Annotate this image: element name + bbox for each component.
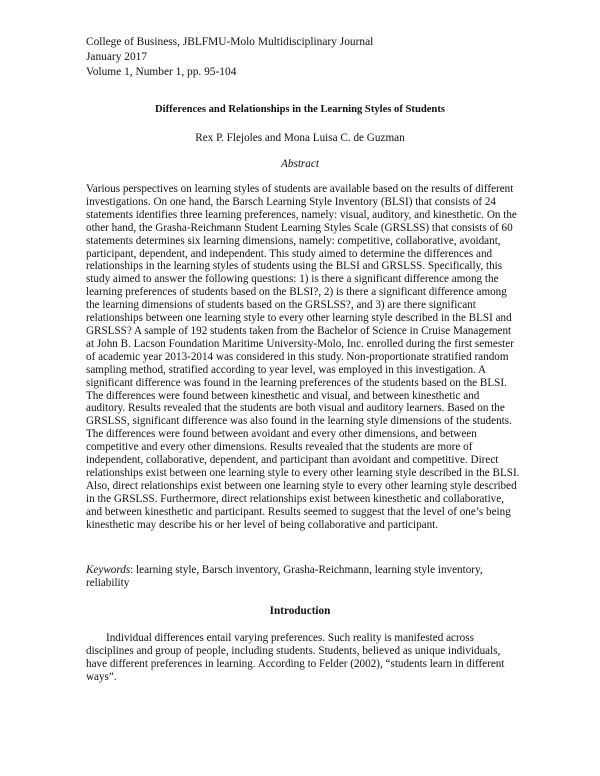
- keywords-label: Keywords: [86, 564, 131, 576]
- abstract-line: Various perspectives on learning styles of students are available based on the results of different: [86, 183, 514, 195]
- abstract-line: in the GRSLSS. Furthermore, direct relationships exist between kinesthetic and collaborative,: [86, 492, 504, 505]
- paper-authors: Rex P. Flejoles and Mona Luisa C. de Guzman: [195, 132, 405, 144]
- abstract-line: investigations. On one hand, the Barsch Learning Style Inventory (BLSI) that consists of 24: [86, 195, 496, 208]
- paper-title: Differences and Relationships in the Learning Styles of Students: [155, 104, 445, 115]
- journal-header: [86, 35, 373, 80]
- abstract-line: relationships in the learning styles of students using the BLSI and GRSLSS. Specifically, this: [86, 260, 503, 273]
- abstract-line: Also, direct relationships exist between one learning style to every other learning style described: [86, 479, 517, 492]
- introduction-line: have different preferences in learning. According to Felder (2002), “students learn in different: [86, 657, 505, 670]
- introduction-line: ways”.: [86, 670, 117, 683]
- abstract-line: auditory. Results revealed that the students are both visual and auditory learners. Based on the: [86, 402, 505, 415]
- abstract-line: learning preferences of students based on the BLSI?, 2) is there a significant difference among: [86, 286, 507, 299]
- abstract-line: participant, dependent, and independent. This study aimed to determine the differences and: [86, 247, 493, 260]
- introduction-body: [86, 632, 526, 684]
- keywords-line-2: reliability: [86, 576, 130, 589]
- abstract-heading: Abstract: [281, 158, 319, 170]
- introduction-line: disciplines and group of people, including students. Students, believed as unique individuals,: [86, 644, 501, 657]
- abstract-line: relationships between one learning style to every other learning style described in the BLSI and: [86, 312, 512, 325]
- abstract-line: kinesthetic may describe his or her level of being collaborative and participant.: [86, 518, 439, 531]
- abstract-body: [86, 183, 526, 531]
- journal-date: January 2017: [86, 51, 148, 63]
- keywords-list: : learning style, Barsch inventory, Grasha-Reichmann, learning style inventory,: [130, 564, 483, 576]
- abstract-line: sampling method, stratified according to year level, was employed in this investigation. A: [86, 363, 487, 376]
- abstract-line: and between kinesthetic and participant. Results seemed to suggest that the level of one’s being: [86, 505, 511, 518]
- abstract-line: relationships exist between one learning style to every other learning style described in the BLSI.: [86, 466, 520, 479]
- abstract-line: GRSLSS? A sample of 192 students taken from the Bachelor of Science in Cruise Management: [86, 324, 512, 337]
- abstract-line: the learning dimensions of students based on the GRSLSS?, and 3) are there significant: [86, 299, 476, 312]
- abstract-line: statements identifies three learning preferences, namely: visual, auditory, and kinesthetic. On the: [86, 208, 517, 221]
- keywords: [86, 564, 526, 590]
- keywords-line-1: [86, 564, 526, 577]
- journal-name: College of Business, JBLFMU-Molo Multidisciplinary Journal: [86, 36, 374, 48]
- abstract-line: competitive and every other dimensions. Results revealed that the students are more of: [86, 441, 473, 454]
- journal-volume: Volume 1, Number 1, pp. 95-104: [86, 66, 237, 78]
- introduction-line: Individual differences entail varying preferences. Such reality is manifested across: [106, 632, 474, 644]
- abstract-line: statements determines six learning dimensions, namely: competitive, collaborative, avoidant,: [86, 234, 501, 247]
- introduction-heading: Introduction: [269, 605, 331, 617]
- abstract-line: The differences were found between kinesthetic and visual, and between kinesthetic and: [86, 389, 480, 402]
- abstract-line: other hand, the Grasha-Reichmann Student Learning Styles Scale (GRSLSS) that consists of 60: [86, 221, 513, 234]
- abstract-line: significant difference was found in the learning preferences of the students based on the BLSI.: [86, 376, 507, 389]
- abstract-line: GRSLSS, significant difference was also found in the learning style dimensions of the students.: [86, 415, 512, 428]
- abstract-line: at John B. Lacson Foundation Maritime University-Molo, Inc. enrolled during the first semester: [86, 337, 514, 350]
- abstract-line: independent, collaborative, dependent, and participant than avoidant and competitive. Direct: [86, 454, 499, 467]
- abstract-line: study aimed to answer the following questions: 1) is there a significant difference among the: [86, 273, 499, 286]
- abstract-line: of academic year 2013-2014 was considered in this study. Non-proportionate stratified random: [86, 350, 509, 363]
- abstract-line: The differences were found between avoidant and every other dimensions, and between: [86, 428, 477, 441]
